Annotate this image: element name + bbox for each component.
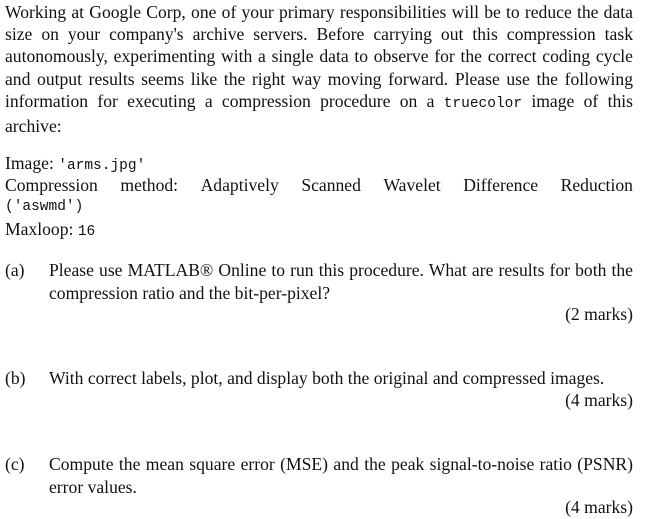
question-text: Compute the mean square error (MSE) and the peak signal-to-noise ratio (PSNR) error values. (49, 454, 633, 497)
maxloop-value: 16 (77, 224, 96, 240)
method-word: Reduction (560, 175, 633, 195)
maxloop-info-line (5, 218, 633, 243)
maxloop-label: Maxloop: (5, 219, 78, 239)
method-word: Wavelet (383, 175, 441, 195)
intro-paragraph (5, 1, 633, 137)
question-text: With correct labels, plot, and display both the original and compressed images. (49, 368, 605, 388)
question-label: (a) (5, 260, 25, 280)
question-marks: (4 marks) (565, 390, 633, 410)
method-word: Difference (463, 175, 539, 195)
method-word: method: (120, 175, 179, 195)
compression-method-row (5, 174, 633, 196)
question-label: (c) (5, 454, 25, 474)
intro-text-before-code: Working at Google Corp, one of your primary responsibilities will be to reduce the data size on your company's archive servers. Before carrying out this compression task autonomously, experimenting with a single data to observe for the correct coding cycle and output results seems like the right way moving forward. Please use the following information for executing a compression procedure on a (5, 2, 633, 111)
compression-method-info (5, 174, 633, 218)
intro-text-after-code: image of this archive: (5, 90, 633, 137)
method-word: Scanned (301, 175, 361, 195)
image-filename: 'arms.jpg' (58, 158, 146, 174)
method-word: Compression (5, 175, 98, 195)
image-label: Image: (5, 153, 59, 173)
method-word: Adaptively (200, 175, 279, 195)
method-code: ('aswmd') (5, 199, 84, 215)
question-marks: (2 marks) (565, 304, 633, 324)
question-label: (b) (5, 368, 26, 388)
truecolor-code: truecolor (443, 95, 523, 112)
question-marks: (4 marks) (565, 497, 633, 517)
question-text: Please use MATLAB® Online to run this procedure. What are results for both the compression ratio and the bit-per-pixel? (49, 260, 633, 303)
